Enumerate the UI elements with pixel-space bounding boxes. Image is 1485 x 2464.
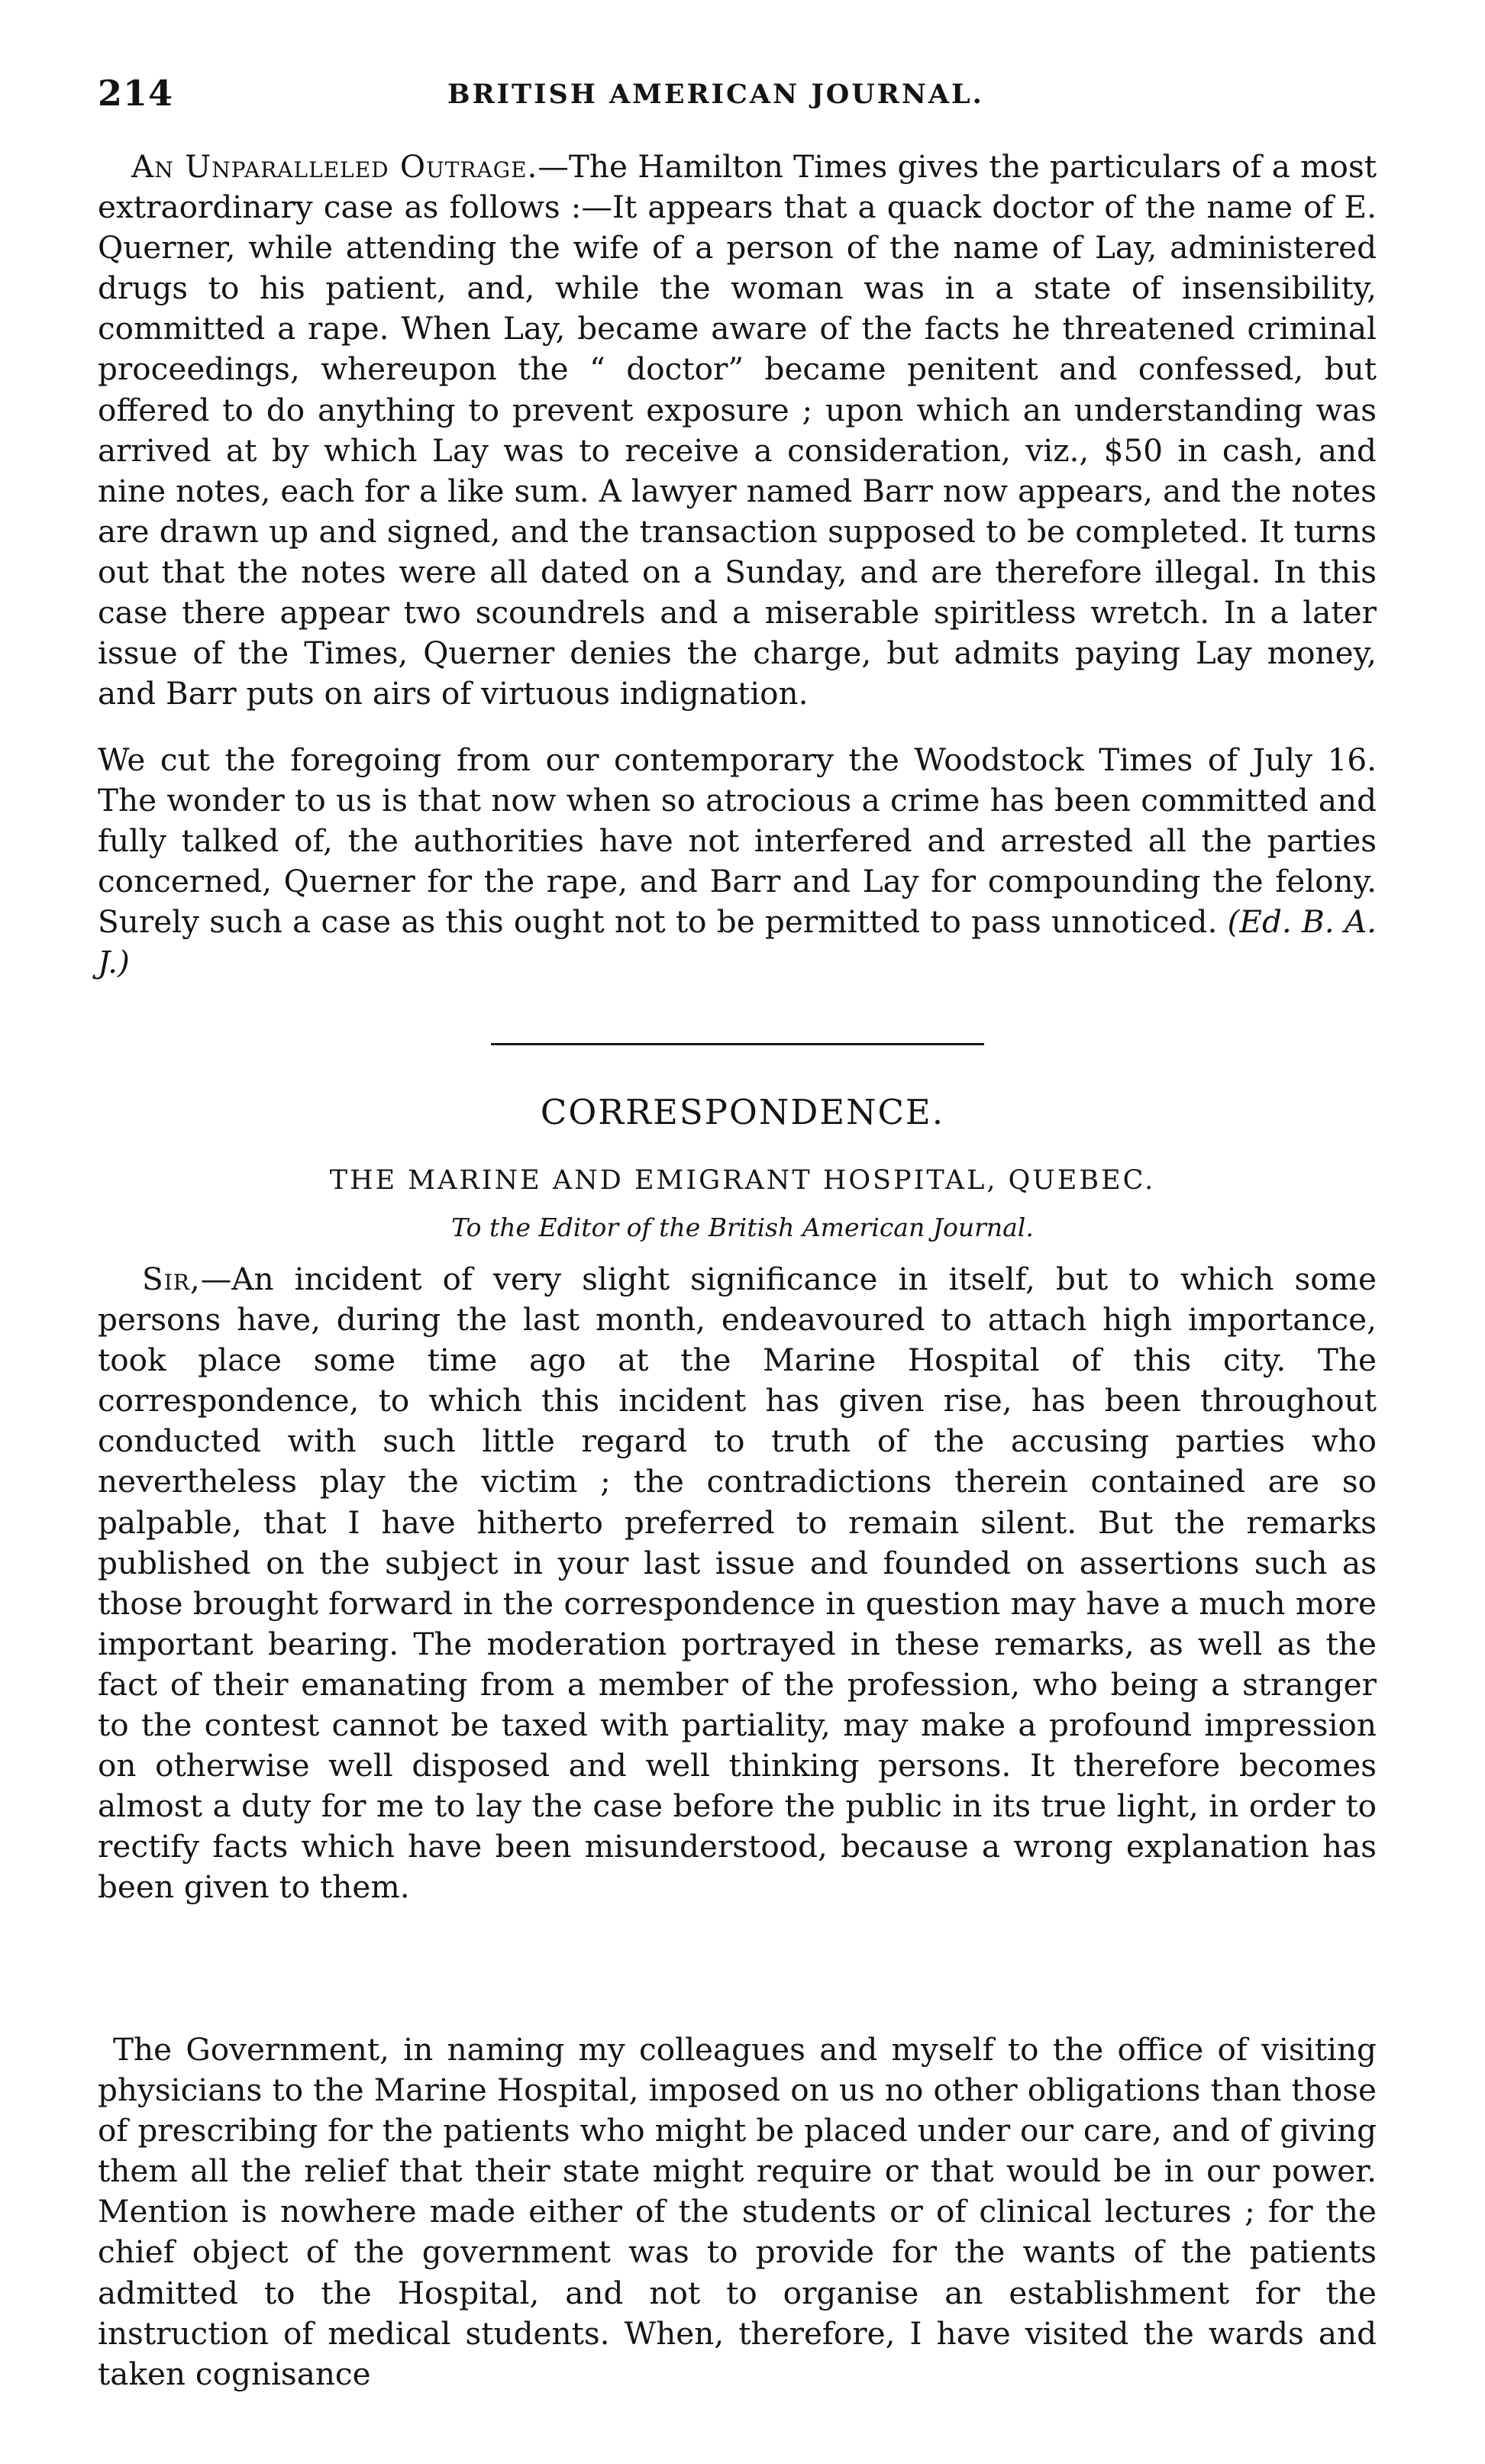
article-outrage-comment-body: We cut the foregoing from our contemporary the Woodstock Times of July 16. The wonder to us is that now when so atrocious a crime has been committed and fully talked of, the authorities have not interfered and arrested all the parties concerned, Querner for the rape, and Barr and Lay for compounding the felony. Surely such a case as this ought not to be permitted to pass unnoticed. — [98, 741, 1377, 941]
letter-salutation: Sir, — [142, 1261, 201, 1297]
letter-paragraph-2 — [98, 2030, 1377, 2395]
running-head: BRITISH AMERICAN JOURNAL. — [447, 79, 984, 110]
letter-text-2 — [98, 2030, 1377, 2395]
article-outrage-text — [98, 147, 1377, 714]
letter-text-1 — [98, 1259, 1377, 1908]
article-outrage-body: —The Hamilton Times gives the particulars of a most extraordinary case as follows :—It appears that a quack doctor of the name of E. Querner, while attending the wife of a person of the name of Lay, administered drugs to his patient, and, while the woman was in a state of insensibility, committed a rape. When Lay, became aware of the facts he threatened criminal proceedings, whereupon the “ doctor” became penitent and confessed, but offered to do anything to prevent exposure ; upon which an understanding was arrived at by which Lay was to receive a consideration, viz., $50 in cash, and nine notes, each for a like sum. A lawyer named Barr now appears, and the notes are drawn up and signed, and the transaction supposed to be completed. It turns out that the notes were all dated on a Sunday, and are therefore illegal. In this case there appear two scoundrels and a miserable spiritless wretch. In a later issue of the Times, Querner denies the charge, but admits paying Lay money, and Barr puts on airs of virtuous indignation. — [98, 148, 1377, 712]
letter-paragraph-1 — [98, 1259, 1377, 1908]
letter-subtitle: THE MARINE AND EMIGRANT HOSPITAL, QUEBEC. — [329, 1165, 1156, 1196]
editor-signoff: (Ed. B. A. J.) — [98, 903, 1377, 981]
section-title: CORRESPONDENCE. — [540, 1092, 945, 1132]
letter-addressee: To the Editor of the British American Journal. — [451, 1213, 1034, 1242]
letter-body-1: —An incident of very slight significance in itself, but to which some persons have, during the last month, endeavoured to attach high importance, took place some time ago at the Marine Hospital of this city. The correspondence, to which this incident has given rise, has been throughout conducted with such little regard to truth of the accusing parties who nevertheless play the victim ; the contradictions therein contained are so palpable, that I have hitherto preferred to remain silent. But the remarks published on the subject in your last issue and founded on assertions such as those brought forward in the correspondence in question may have a much more important bearing. The moderation portrayed in these remarks, as well as the fact of their emanating from a member of the profession, who being a stranger to the contest cannot be taxed with partiality, may make a profound impression on otherwise well disposed and well thinking persons. It therefore becomes almost a duty for me to lay the case before the public in its true light, in order to rectify facts which have been misunderstood, because a wrong explanation has been given to them. — [98, 1261, 1377, 1906]
article-outrage-comment — [98, 740, 1377, 983]
page-number: 214 — [98, 73, 174, 114]
letter-body-2: The Government, in naming my colleagues and myself to the office of visiting physicians to the Marine Hospital, imposed on us no other obligations than those of prescribing for the patients who might be placed under our care, and of giving them all the relief that their state might require or that would be in our power. Mention is nowhere made either of the students or of clinical lectures ; for the chief object of the government was to provide for the wants of the patients admitted to the Hospital, and not to organise an establishment for the instruction of medical students. When, therefore, I have visited the wards and taken cognisance — [98, 2031, 1377, 2392]
section-divider — [491, 1043, 984, 1045]
article-outrage-paragraph-2 — [98, 740, 1377, 983]
article-outrage-lead: An Unparalleled Outrage. — [131, 148, 538, 185]
article-outrage-paragraph-1 — [98, 147, 1377, 714]
page-header — [98, 73, 1380, 126]
